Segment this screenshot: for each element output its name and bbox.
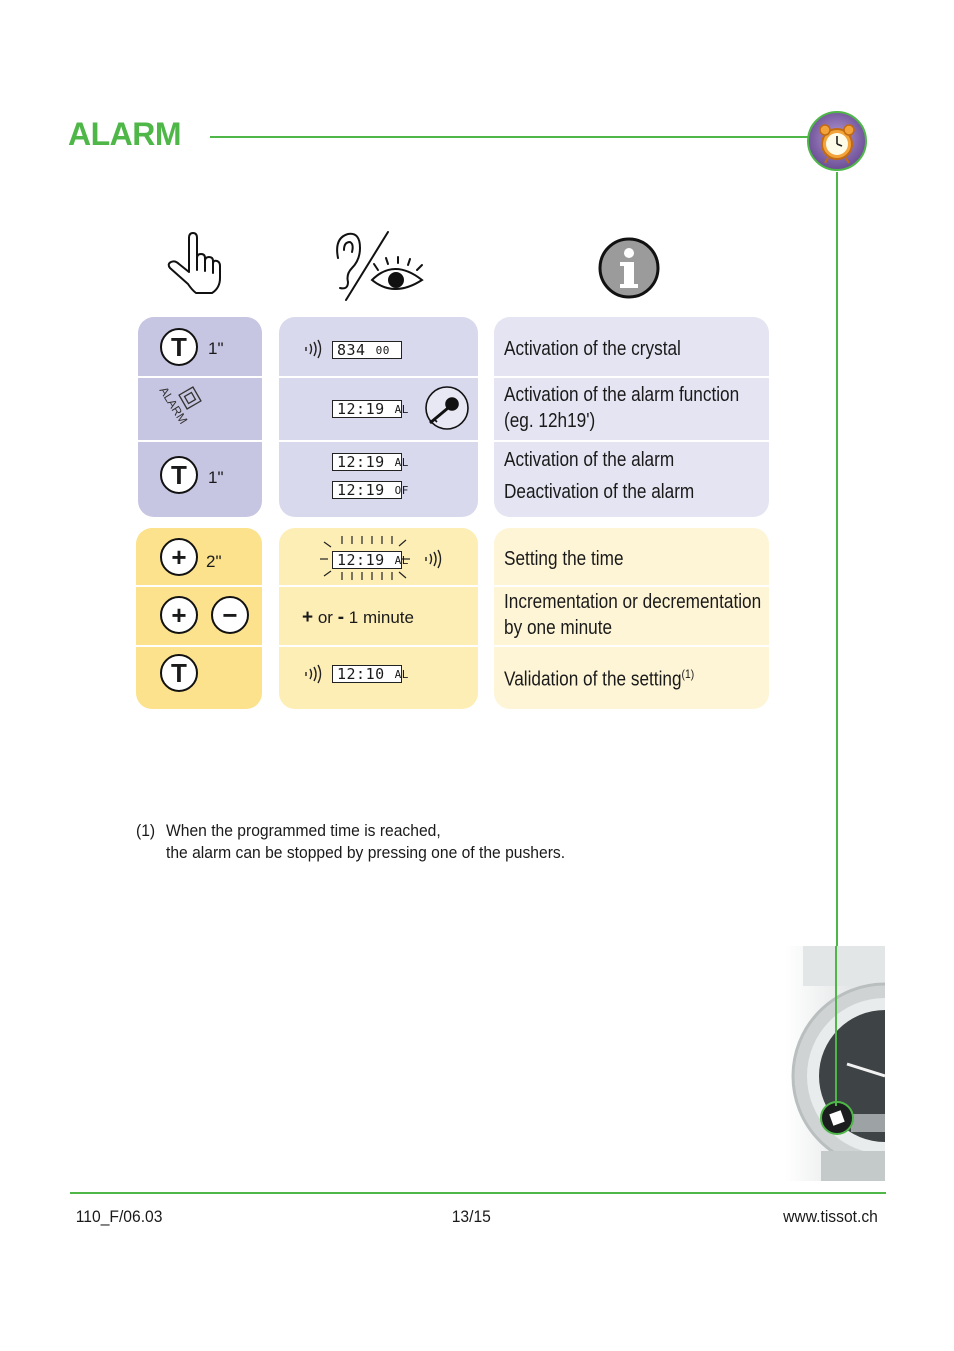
- lcd-sub: AL: [394, 455, 409, 469]
- plus-pusher-button[interactable]: [160, 596, 198, 634]
- watch-rule: [835, 946, 837, 1106]
- sound-icon: [304, 664, 326, 684]
- plus-sign: +: [302, 607, 314, 628]
- row-divider: [136, 585, 769, 587]
- row-divider: [136, 645, 769, 647]
- title-rule: [210, 136, 812, 138]
- lcd-main: 12:19: [337, 480, 385, 499]
- row-description-text: Validation of the setting: [504, 668, 682, 691]
- sound-icon: [304, 339, 326, 359]
- row-description: [504, 661, 762, 693]
- key-icon: [424, 385, 470, 431]
- lcd-main: 12:19: [337, 399, 385, 418]
- increment-text: [302, 607, 414, 629]
- doc-code: 110_F/06.03: [75, 1207, 163, 1226]
- minus-pusher-button[interactable]: [211, 596, 249, 634]
- lcd-main: 12:10: [337, 664, 385, 683]
- row-description-line: Deactivation of the alarm: [504, 481, 695, 503]
- row-description-line: by one minute: [504, 617, 613, 639]
- alarm-crown-icon: [156, 384, 210, 436]
- lcd-sub: 00: [375, 343, 390, 357]
- t-pusher-label: T: [171, 658, 187, 688]
- minus-sign: -: [337, 607, 345, 628]
- minute-value: 1 minute: [348, 608, 414, 627]
- row-description-line: Activation of the alarm function: [504, 384, 740, 406]
- t-pusher-button[interactable]: [160, 654, 198, 692]
- row-description: Setting the time: [504, 548, 624, 570]
- plus-pusher-button[interactable]: [160, 538, 198, 576]
- lcd-display: [332, 341, 402, 359]
- lcd-main: 12:19: [337, 452, 385, 471]
- t-pusher-button[interactable]: [160, 456, 198, 494]
- press-duration: 2": [206, 552, 222, 571]
- lcd-display: [332, 399, 409, 418]
- info-icon: [598, 237, 660, 299]
- lcd-sub: AL: [394, 402, 409, 416]
- page-number: 13/15: [451, 1207, 491, 1226]
- minus-pusher-label: −: [222, 600, 238, 630]
- or-text: or: [317, 608, 333, 627]
- lcd-display: [332, 550, 409, 569]
- press-duration: 1": [208, 339, 224, 358]
- lcd-sub: OF: [394, 483, 409, 497]
- website-link[interactable]: www.tissot.ch: [783, 1207, 878, 1226]
- row-divider: [138, 376, 769, 378]
- press-duration: 1": [208, 468, 224, 487]
- row-description-line: Activation of the alarm: [504, 449, 675, 471]
- t-pusher-label: T: [171, 332, 187, 362]
- plus-pusher-label: +: [171, 542, 187, 572]
- sound-icon: [424, 549, 446, 569]
- lcd-display: [332, 480, 409, 499]
- footnote-marker: (1): [136, 821, 156, 840]
- lcd-sub: AL: [394, 553, 409, 567]
- row-description-line: (eg. 12h19'): [504, 410, 596, 432]
- lcd-display: [332, 664, 409, 683]
- footnote-ref: (1): [681, 667, 695, 681]
- alarm-clock-icon: [806, 110, 868, 172]
- lcd-main: 834: [337, 340, 366, 359]
- lcd-main: 12:19: [337, 550, 385, 569]
- row-description-line: Incrementation or decrementation: [504, 591, 762, 613]
- footer-rule: [70, 1192, 886, 1194]
- footnote-line: the alarm can be stopped by pressing one of the pushers.: [166, 843, 566, 862]
- page-title: ALARM: [68, 116, 182, 152]
- t-pusher-label: T: [171, 460, 187, 490]
- alarm-crown-label: ALARM: [156, 384, 191, 427]
- row-description: Activation of the crystal: [504, 338, 681, 360]
- row-divider: [138, 440, 769, 442]
- ear-eye-icon: [330, 228, 432, 304]
- lcd-display: [332, 452, 409, 471]
- t-pusher-button[interactable]: [160, 328, 198, 366]
- lcd-sub: AL: [394, 667, 409, 681]
- plus-pusher-label: +: [171, 600, 187, 630]
- hand-pointer-icon: [162, 230, 226, 296]
- footnote-line: When the programmed time is reached,: [166, 821, 441, 840]
